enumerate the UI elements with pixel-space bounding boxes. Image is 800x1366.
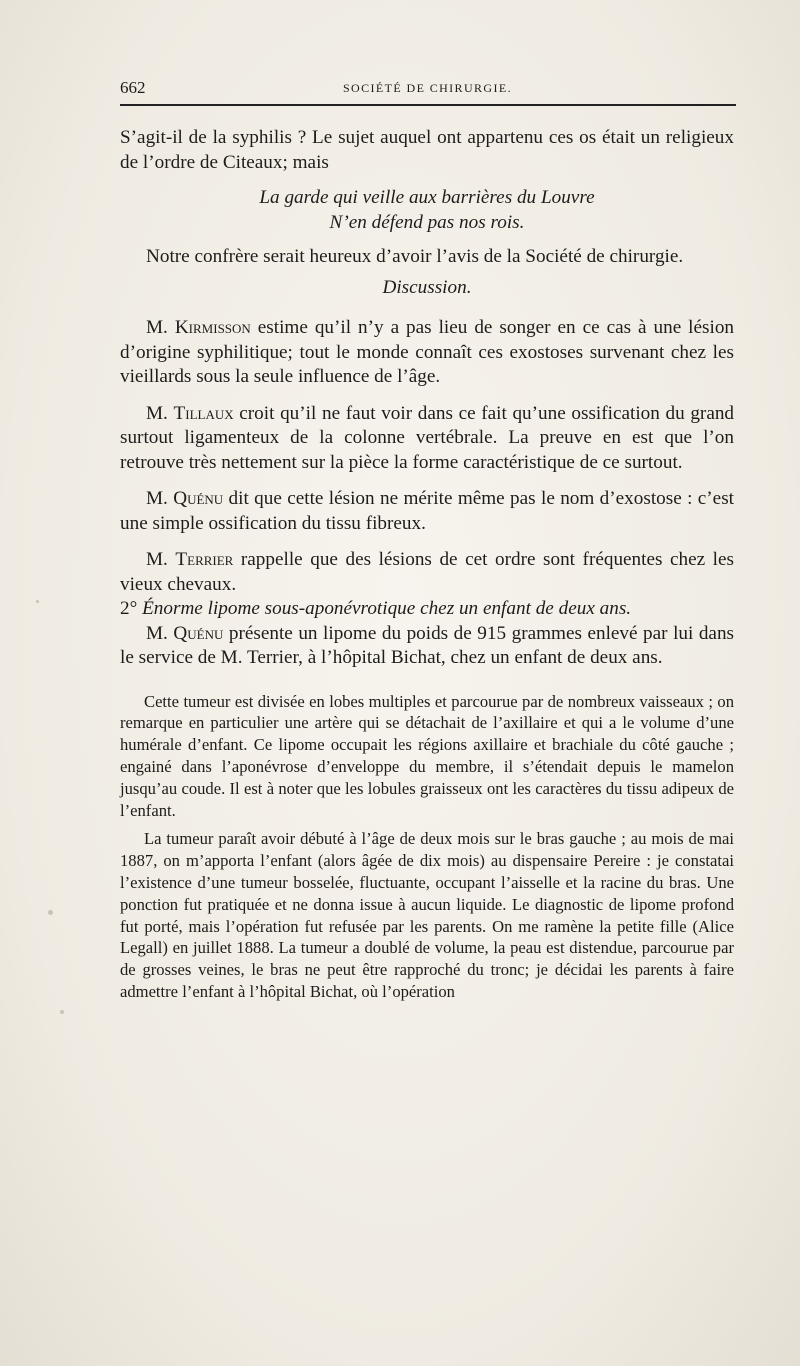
paragraph: Notre confrère serait heureux d’avoir l’avis de la Société de chirurgie. <box>146 246 684 267</box>
discussion-heading: Discussion. <box>382 276 472 298</box>
paper-speck <box>36 600 39 603</box>
intervention-text: dit que cette lésion ne mérite même pas le nom d’exostose : c’est une simple ossification du tissu fibreux. <box>120 488 734 534</box>
speaker-name: Terrier <box>175 549 234 570</box>
case-report <box>120 691 734 1004</box>
speaker-name: Kirmisson <box>174 317 251 338</box>
speaker-name: Quénu <box>173 488 224 509</box>
verse-quotation <box>120 185 734 235</box>
spacer <box>120 475 734 487</box>
page-body <box>120 126 734 1003</box>
prefix: M. <box>146 317 168 338</box>
intervention-kirmisson <box>120 316 734 390</box>
section-title <box>120 597 734 622</box>
small-paragraph: La tumeur paraît avoir débuté à l’âge de deux mois sur le bras gauche ; au mois de mai 1887, on m’apporta l’enfant (alors âgée de dix mois) au dispensaire Pereire : je constatai l’existence d’une tumeur bosselée, fluctuante, occupant l’aisselle et la racine du bras. Une ponction fut pratiquée et ne donna issue à aucun liquide. Le diagnostic de lipome profond fut porté, mais l’opération fut refusée par les parents. On me ramène la petite fille (Alice Legall) en juillet 1888. La tumeur a doublé de volume, la peau est distendue, parcourue par de grosses veines, le bras ne peut être rapproché du tronc; je décidai les parents à faire admettre l’enfant à l’hôpital Bichat, où l’opération <box>120 828 734 1002</box>
prefix: M. <box>146 402 168 424</box>
running-head: SOCIÉTÉ DE CHIRURGIE. <box>342 81 513 95</box>
prefix: M. <box>146 549 168 570</box>
small-paragraph: Cette tumeur est divisée en lobes multiples et parcourue par de nombreux vaisseaux ; on remarque en particulier une artère qui se détachait de l’axillaire et qui a le volume d’une humérale d’enfant. Ce lipome occupait les régions axillaire et brachiale du côté gauche ; engainé dans l’aponévrose d’enveloppe du membre, il s’étendait depuis le mamelon jusqu’au coude. Il est à noter que les lobules graisseux ont les caractères du tissu adipeux de l’enfant. <box>120 691 734 821</box>
spacer <box>120 536 734 548</box>
paragraph: S’agit-il de la syphilis ? Le sujet auquel ont appartenu ces os était un religieux de l’ordre de Citeaux; mais <box>120 127 734 173</box>
paragraph-quenu-presentation <box>120 622 734 671</box>
spacer <box>120 390 734 402</box>
speaker-name: Quénu <box>173 622 224 644</box>
intervention-tillaux <box>120 402 734 476</box>
paragraph-text: présente un lipome du poids de 915 grammes enlevé par lui dans le service de M. Terrier, à l’hôpital Bichat, chez un enfant de deux ans. <box>120 622 735 668</box>
paper-speck <box>48 910 53 915</box>
page-header <box>120 78 735 100</box>
verse-line: La garde qui veille aux barrières du Louvre <box>259 187 595 208</box>
intervention-text: croit qu’il ne faut voir dans ce fait qu’une ossification du grand surtout ligamenteux de la colonne vertébrale. La preuve en est que l’on retrouve très nettement sur la pièce la forme caractéristique de ce surtout. <box>120 402 735 473</box>
section-title-text: Énorme lipome sous-aponévrotique chez un enfant de deux ans. <box>142 598 632 619</box>
intervention-terrier <box>120 548 734 597</box>
intervention-text: estime qu’il n’y a pas lieu de songer en ce cas à une lésion d’origine syphilitique; tout le monde connaît ces exostoses survenant chez les vieillards sous la seule influence de l’âge. <box>120 317 735 387</box>
intervention-text: rappelle que des lésions de cet ordre sont fréquentes chez les vieux chevaux. <box>120 549 734 595</box>
verse-line: N’en défend pas nos rois. <box>329 212 525 233</box>
header-rule <box>120 104 736 106</box>
page-number: 662 <box>120 78 146 97</box>
paper-speck <box>60 1010 64 1014</box>
prefix: M. <box>146 488 168 509</box>
spacer <box>120 671 734 691</box>
intervention-quenu <box>120 487 734 536</box>
section-number: 2° <box>120 598 138 619</box>
speaker-name: Tillaux <box>173 402 234 424</box>
prefix: M. <box>146 622 168 644</box>
